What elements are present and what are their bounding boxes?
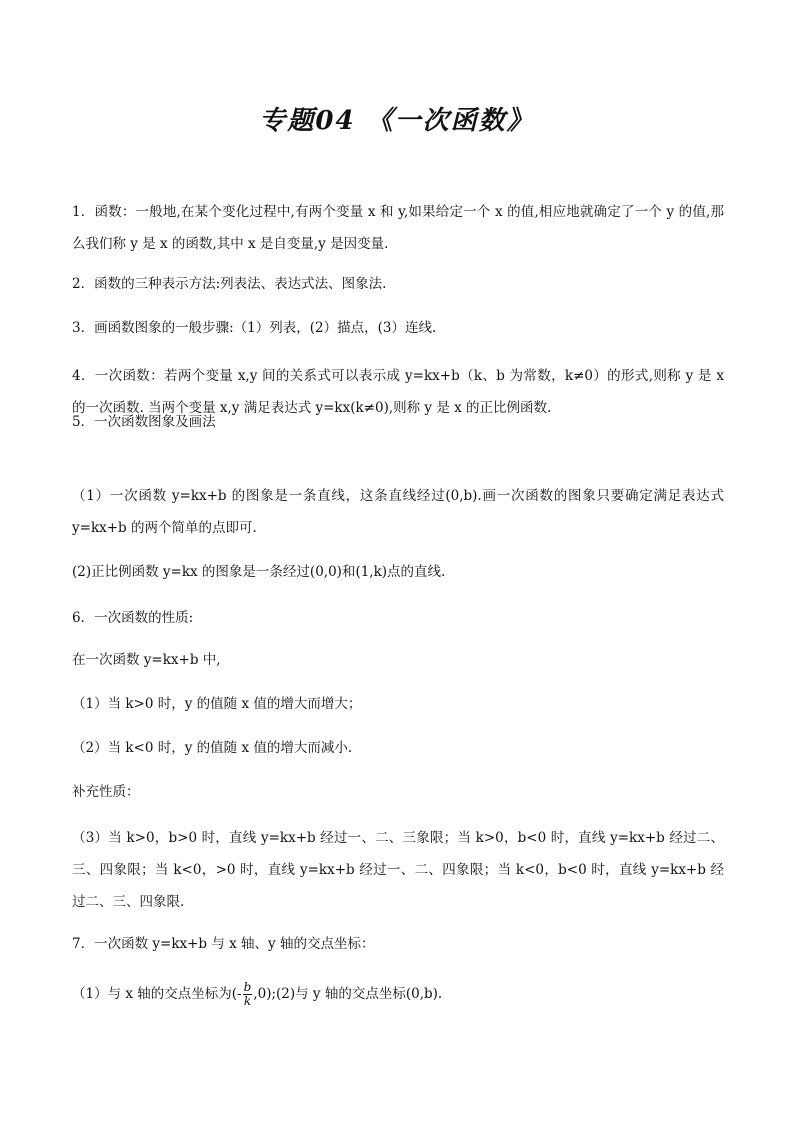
- paragraph-6d: 补充性质：: [72, 784, 140, 800]
- intercept-text-post: ,0);(2)与 y 轴的交点坐标(0,b).: [253, 986, 443, 1002]
- paragraph-1: 1．函数：一般地,在某个变化过程中,有两个变量 x 和 y,如果给定一个 x 的值,相应地就确定了一个 y 的值,那么我们称 y 是 x 的函数,其中 x 是自变量,y 是因变量.: [72, 204, 724, 252]
- fraction-b-over-k: [243, 981, 253, 1008]
- paragraph-5: 5．一次函数图象及画法: [72, 414, 216, 430]
- paragraph-6e: （3）当 k>0，b>0 时，直线 y=kx+b 经过一、二、三象限；当 k>0，b<0 时，直线 y=kx+b 经过二、三、四象限；当 k<0，>0 时，直线 y=kx+b 经过一、二、四象限；当 k<0，b<0 时，直线 y=kx+b 经过二、三、四象限.: [72, 830, 724, 910]
- paragraph-7a: [72, 978, 724, 1010]
- document-title: 专题04 《一次函数》: [259, 106, 535, 136]
- paragraph-5a: （1）一次函数 y=kx+b 的图象是一条直线，这条直线经过(0,b).画一次函数的图象只要确定满足表达式 y=kx+b 的两个简单的点即可.: [72, 488, 724, 536]
- paragraph-6: 6．一次函数的性质:: [72, 610, 194, 626]
- paragraph-4: 4．一次函数：若两个变量 x,y 间的关系式可以表示成 y=kx+b（k、b 为常数，k≠0）的形式,则称 y 是 x 的一次函数. 当两个变量 x,y 满足表达式 y=kx(k≠0),则称 y 是 x 的正比例函数.: [72, 368, 724, 416]
- paragraph-2: 2．函数的三种表示方法:列表法、表达式法、图象法.: [72, 276, 387, 292]
- paragraph-7: 7．一次函数 y=kx+b 与 x 轴、y 轴的交点坐标：: [72, 936, 375, 952]
- fraction-denominator: k: [243, 994, 252, 1008]
- fraction-numerator: b: [243, 980, 252, 994]
- intercept-text-pre: （1）与 x 轴的交点坐标为(-: [72, 986, 242, 1002]
- paragraph-5b: (2)正比例函数 y=kx 的图象是一条经过(0,0)和(1,k)点的直线.: [72, 564, 446, 580]
- paragraph-6b: （1）当 k>0 时，y 的值随 x 值的增大而增大；: [72, 696, 362, 712]
- paragraph-3: 3．画函数图象的一般步骤:（1）列表，(2）描点，(3）连线.: [72, 320, 437, 336]
- paragraph-6a: 在一次函数 y=kx+b 中,: [72, 652, 221, 668]
- paragraph-6c: （2）当 k<0 时，y 的值随 x 值的增大而减小.: [72, 740, 353, 756]
